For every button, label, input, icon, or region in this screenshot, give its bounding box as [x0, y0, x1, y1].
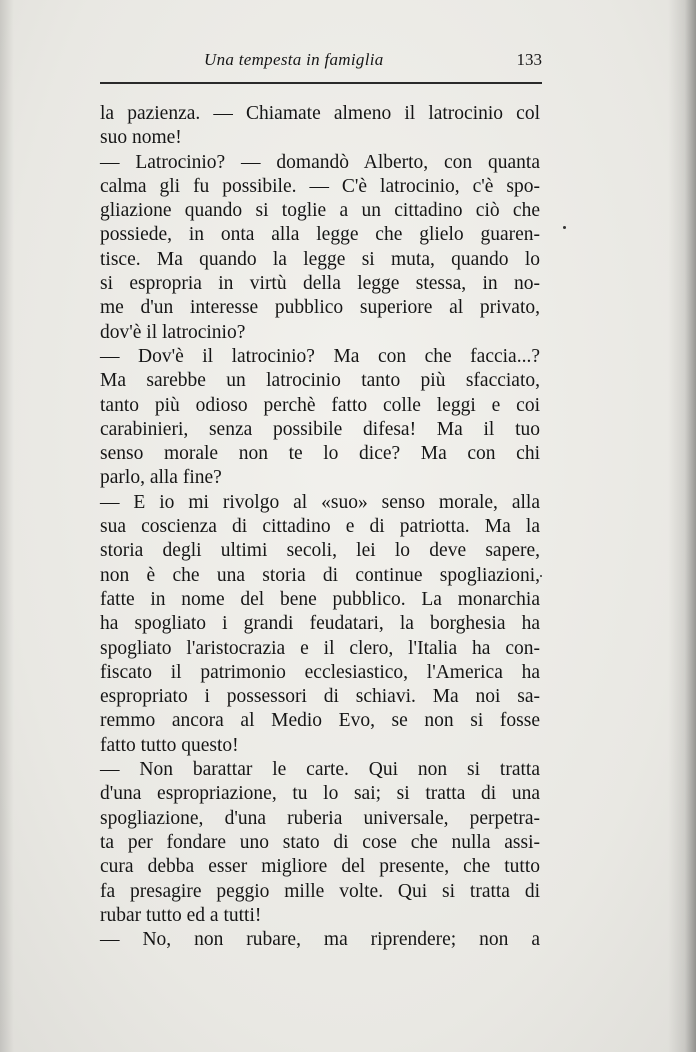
text-line: me d'un interesse pubblico superiore al privato, — [100, 297, 540, 319]
text-line: gliazione quando si toglie a un cittadino ciò che — [100, 200, 540, 222]
text-line: fiscato il patrimonio ecclesiastico, l'America ha — [100, 661, 540, 683]
ink-speck — [540, 575, 542, 577]
ink-speck — [563, 226, 566, 229]
text-line: tisce. Ma quando la legge si muta, quando lo — [100, 248, 540, 270]
text-line: non è che una storia di continue spogliazioni, — [100, 564, 540, 586]
text-line: si espropria in virtù della legge stessa, in no- — [100, 273, 540, 295]
text-line: ta per fondare uno stato di cose che nulla assi- — [100, 831, 540, 853]
text-line: — No, non rubare, ma riprendere; non a — [100, 929, 540, 951]
text-line: remmo ancora al Medio Evo, se non si fosse — [100, 710, 540, 732]
text-line: Ma sarebbe un latrocinio tanto più sfacciato, — [100, 370, 540, 392]
text-line: tanto più odioso perchè fatto colle leggi e coi — [100, 394, 540, 416]
text-line: suo nome! — [100, 127, 182, 149]
page-left-edge-shadow — [0, 0, 14, 1052]
header-rule — [100, 82, 542, 84]
text-line: — Non barattar le carte. Qui non si tratta — [100, 759, 540, 781]
text-line: cura debba esser migliore del presente, che tutto — [100, 856, 540, 878]
text-line: la pazienza. — Chiamate almeno il latrocinio col — [100, 103, 540, 124]
body-text — [100, 102, 540, 952]
text-line: sua coscienza di cittadino e di patriotta. Ma la — [100, 516, 540, 538]
text-line: fatte in nome del bene pubblico. La monarchia — [100, 588, 540, 610]
text-line: carabinieri, senza possibile difesa! Ma il tuo — [100, 418, 540, 440]
running-title: Una tempesta in famiglia — [204, 50, 384, 69]
text-line: storia degli ultimi secoli, lei lo deve sapere, — [100, 540, 540, 562]
text-line: spogliato l'aristocrazia e il clero, l'Italia ha con- — [100, 637, 540, 659]
page-gutter-shadow — [668, 0, 696, 1052]
text-line: possiede, in onta alla legge che glielo guaren- — [100, 224, 540, 246]
text-line: parlo, alla fine? — [100, 467, 222, 489]
page-header — [100, 50, 542, 72]
text-line: ha spogliato i grandi feudatari, la borghesia ha — [100, 613, 540, 635]
page-number: 133 — [516, 50, 542, 69]
text-line: — Dov'è il latrocinio? Ma con che faccia...? — [100, 345, 540, 367]
text-line: espropriato i possessori di schiavi. Ma noi sa- — [100, 686, 540, 708]
text-line: — E io mi rivolgo al «suo» senso morale, alla — [100, 491, 540, 513]
text-line: — Latrocinio? — domandò Alberto, con quanta — [100, 151, 540, 173]
text-line: calma gli fu possibile. — C'è latrocinio, c'è spo- — [100, 175, 540, 197]
text-line: fa presagire peggio mille volte. Qui si tratta di — [100, 880, 540, 902]
text-line: d'una espropriazione, tu lo sai; si tratta di una — [100, 783, 540, 805]
text-line: senso morale non te lo dice? Ma con chi — [100, 443, 540, 465]
text-line: dov'è il latrocinio? — [100, 321, 246, 343]
text-line: spogliazione, d'una ruberia universale, perpetra- — [100, 807, 540, 829]
text-line: rubar tutto ed a tutti! — [100, 904, 262, 926]
text-line: fatto tutto questo! — [100, 734, 239, 756]
